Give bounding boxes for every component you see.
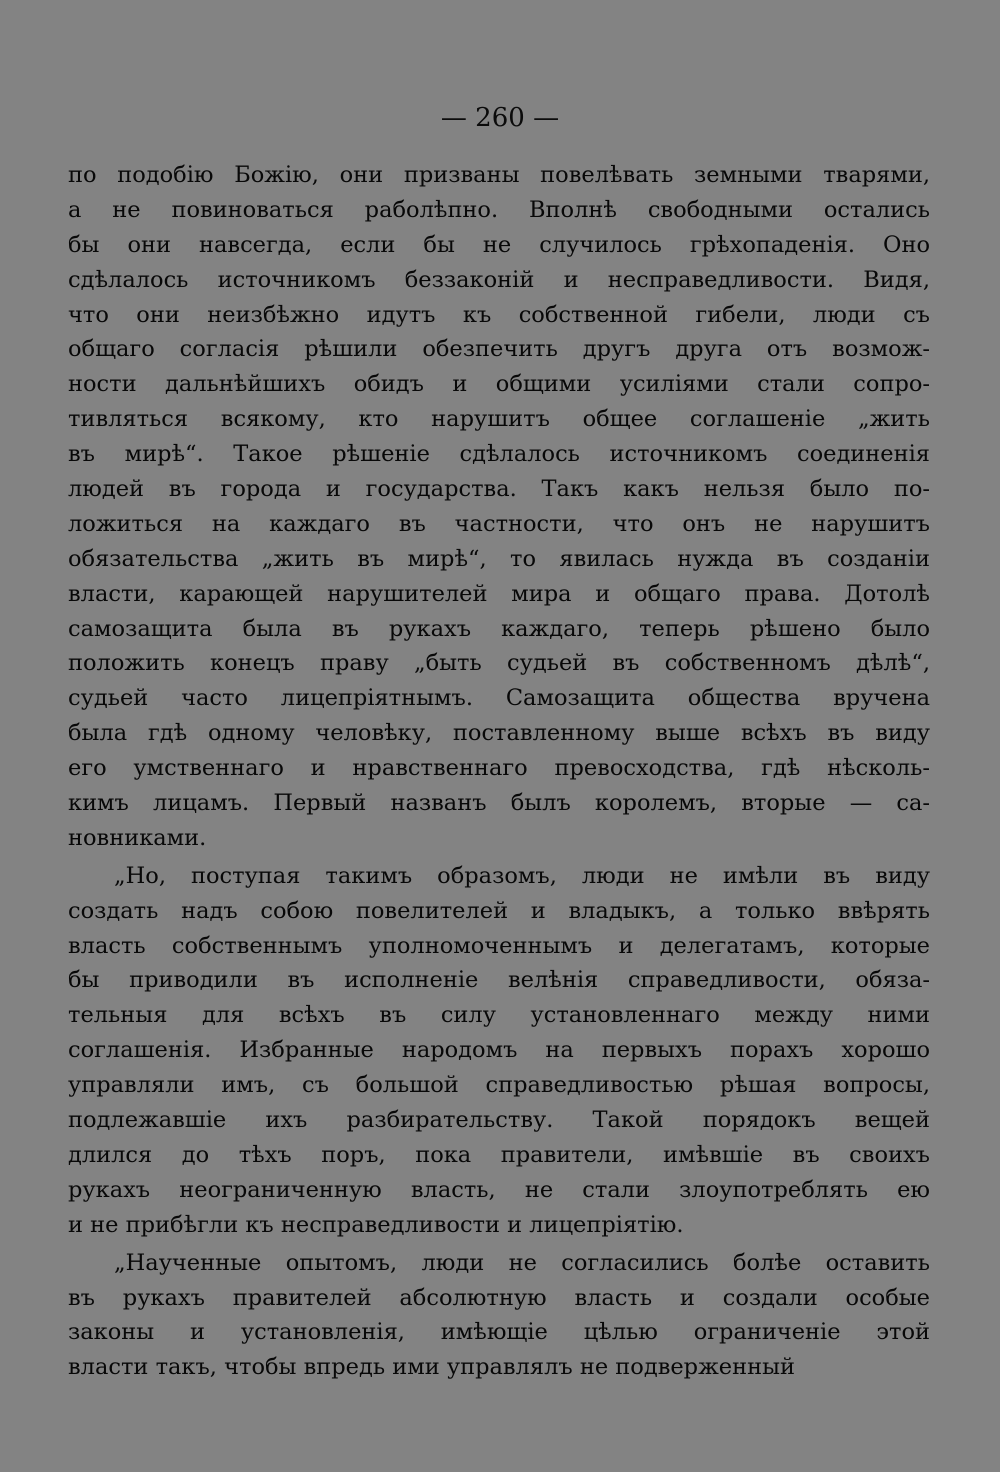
text-line: была гдѣ одному человѣку, поставленному выше всѣхъ въ виду <box>68 720 930 747</box>
text-line: законы и установленія, имѣющіе цѣлью ограниченіе этой <box>68 1319 930 1346</box>
text-line: длился до тѣхъ поръ, пока правители, имѣвшіе въ своихъ <box>68 1141 930 1168</box>
page-body-text <box>68 158 930 1385</box>
paragraph <box>68 1246 930 1386</box>
text-line: людей въ города и государства. Такъ какъ нельзя было по- <box>68 476 930 503</box>
text-line: и не прибѣгли къ несправедливости и лицепріятію. <box>68 1211 684 1238</box>
text-line: бы приводили въ исполненіе велѣнія справедливости, обяза- <box>68 967 930 994</box>
text-line: сдѣлалось источникомъ беззаконій и несправедливости. Видя, <box>68 266 930 293</box>
text-line: власть собственнымъ уполномоченнымъ и делегатамъ, которые <box>68 932 930 959</box>
text-line: ложиться на каждаго въ частности, что онъ не нарушитъ <box>68 510 930 537</box>
text-line: создать надъ собою повелителей и владыкъ, а только ввѣрять <box>68 897 930 924</box>
paragraph <box>68 859 930 1243</box>
paragraph <box>68 158 930 856</box>
text-line: его умственнаго и нравственнаго превосходства, гдѣ нѣсколь- <box>68 755 930 782</box>
text-line: управляли имъ, съ большой справедливостью рѣшая вопросы, <box>68 1072 930 1099</box>
text-line: обязательства „жить въ мирѣ“, то явилась нужда въ созданіи <box>68 545 930 572</box>
page-number: — 260 — <box>440 103 560 133</box>
text-line: самозащита была въ рукахъ каждаго, теперь рѣшено было <box>68 615 930 642</box>
text-line: рукахъ неограниченную власть, не стали злоупотреблять ею <box>68 1176 930 1203</box>
text-line: а не повиноваться раболѣпно. Вполнѣ свободными остались <box>68 196 930 223</box>
text-line: по подобію Божію, они призваны повелѣвать земными тварями, <box>68 162 930 188</box>
text-line: подлежавшіе ихъ разбирательству. Такой порядокъ вещей <box>68 1107 930 1134</box>
text-line: бы они навсегда, если бы не случилось грѣхопаденія. Оно <box>68 231 930 258</box>
text-line: соглашенія. Избранные народомъ на первыхъ порахъ хорошо <box>68 1037 930 1064</box>
text-line: въ рукахъ правителей абсолютную власть и создали особые <box>68 1284 930 1311</box>
text-line: кимъ лицамъ. Первый названъ былъ королемъ, вторые — са- <box>68 790 930 817</box>
text-line: тельныя для всѣхъ въ силу установленнаго между ними <box>68 1002 930 1029</box>
text-line: судьей часто лицепріятнымъ. Самозащита общества вручена <box>68 685 930 712</box>
text-line: тивляться всякому, кто нарушитъ общее соглашеніе „жить <box>68 406 930 433</box>
text-line: „Но, поступая такимъ образомъ, люди не имѣли въ виду <box>114 862 930 889</box>
text-line: ности дальнѣйшихъ обидъ и общими усиліями стали сопро- <box>68 371 930 398</box>
text-line: положить конецъ праву „быть судьей въ собственномъ дѣлѣ“, <box>68 650 930 677</box>
text-line: „Наученные опытомъ, люди не согласились болѣе оставить <box>114 1249 930 1276</box>
text-line: въ мирѣ“. Такое рѣшеніе сдѣлалось источникомъ соединенія <box>68 441 930 468</box>
text-line: власти, карающей нарушителей мира и общаго права. Дотолѣ <box>68 580 930 607</box>
text-line: общаго согласія рѣшили обезпечить другъ друга отъ возмож- <box>68 336 930 363</box>
text-line: новниками. <box>68 824 207 851</box>
text-line: власти такъ, чтобы впредь ими управлялъ не подверженный <box>68 1354 795 1381</box>
text-line: что они неизбѣжно идутъ къ собственной гибели, люди съ <box>68 301 930 328</box>
